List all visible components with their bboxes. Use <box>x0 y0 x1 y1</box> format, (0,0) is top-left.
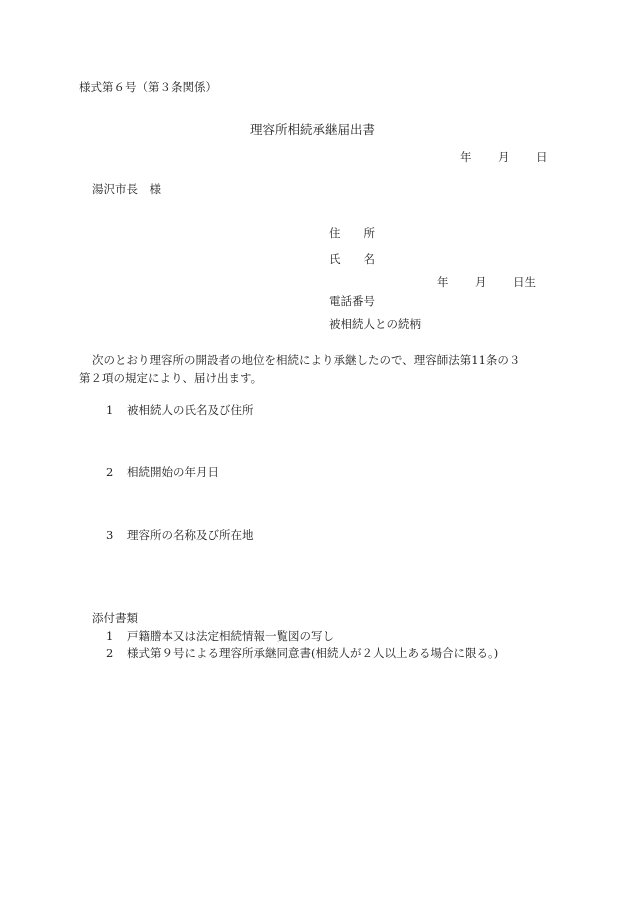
birth-month-label: 月 <box>475 275 487 289</box>
phone-label: 電話番号 <box>329 294 375 308</box>
attachment-label-2: 様式第９号による理容所承継同意書(相続人が２人以上ある場合に限る。) <box>127 646 499 660</box>
birth-date <box>437 275 547 289</box>
form-number: 様式第６号（第３条関係） <box>79 80 217 94</box>
date-month-label: 月 <box>498 150 510 164</box>
item-number-2: 2 <box>106 465 114 479</box>
item-number-1: 1 <box>106 403 114 417</box>
date-year-label: 年 <box>460 150 472 164</box>
relation-label: 被相続人との続柄 <box>329 317 421 331</box>
attachment-number-2: 2 <box>106 646 114 660</box>
birth-day-label: 日生 <box>513 275 536 289</box>
body-line-1: 次のとおり理容所の開設者の地位を相続により承継したので、理容師法第11条の３ <box>92 353 521 367</box>
addressee: 湯沢市長 様 <box>92 182 161 196</box>
item-label-2: 相続開始の年月日 <box>127 465 219 479</box>
birth-year-label: 年 <box>437 275 449 289</box>
item-label-3: 理容所の名称及び所在地 <box>127 528 254 542</box>
date-day-label: 日 <box>536 150 548 164</box>
item-label-1: 被相続人の氏名及び住所 <box>127 403 254 417</box>
page-title: 理容所相続承継届出書 <box>250 122 376 137</box>
item-number-3: 3 <box>106 528 114 542</box>
address-label: 住 所 <box>329 226 375 240</box>
submission-date <box>460 150 560 164</box>
name-label: 氏 名 <box>329 252 375 266</box>
attachment-label-1: 戸籍謄本又は法定相続情報一覧図の写し <box>127 629 334 643</box>
body-line-2: 第２項の規定により、届け出ます。 <box>79 371 263 385</box>
attachments-heading: 添付書類 <box>92 611 138 625</box>
attachment-number-1: 1 <box>106 629 114 643</box>
